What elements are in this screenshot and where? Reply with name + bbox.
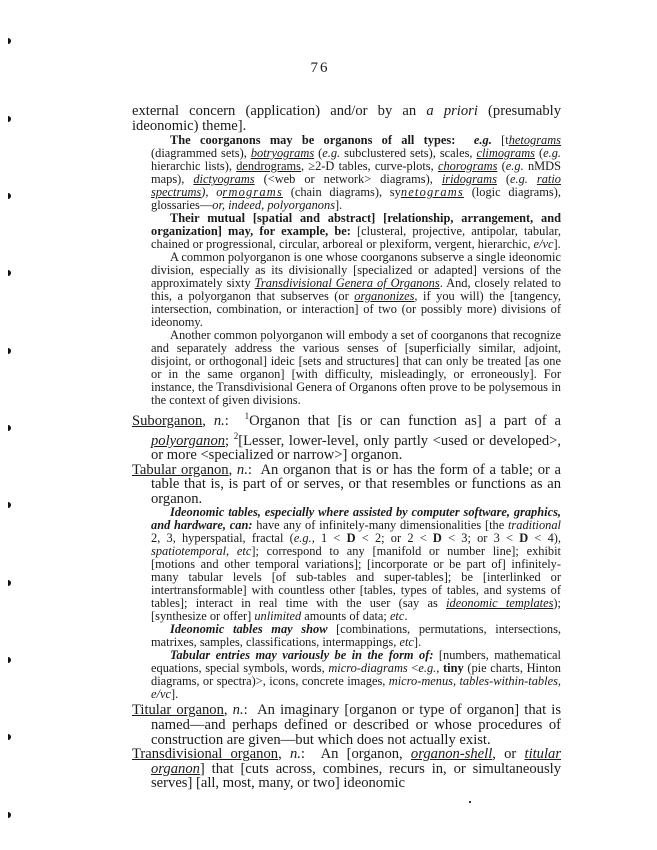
link-chorograms[interactable]: chorograms [437,159,498,174]
punch-mark [8,116,11,122]
punch-mark [8,502,11,508]
entry-transdivisional-organon: Transdivisional organon, n.: An [organon, organon-shell, or titular organon] that [cuts across, combines, recurs in, or simultaneously serves] [all, most, many, or two] ideonomic [132,746,562,792]
link-organon-shell[interactable]: organon-shell [410,746,493,763]
punch-mark [8,348,11,354]
punch-mark [8,38,11,44]
link-thetograms[interactable]: hetograms [508,133,562,148]
link-botryograms[interactable]: botryograms [250,146,315,161]
tables-show-paragraph: Ideonomic tables may show [combinations, permutations, intersections, matrixes, samples, classifications, intermappings, etc]. [151,622,562,650]
headword: Suborganon [132,413,203,430]
link-titular-organon[interactable]: titular organon [151,746,562,777]
link-climograms[interactable]: climograms [476,146,535,161]
punch-mark [8,425,11,431]
tabular-entries-paragraph: Tabular entries may variously be in the form of: [numbers, mathematical equations, special symbols, words, micro-diagrams <e.g., tiny (pie charts, Hinton diagrams, or spectra)>, icons, concrete images, micro-menus, tables-within-tables, e/vc]. [151,648,561,702]
punch-mark [8,657,11,663]
link-transdivisional-genera[interactable]: Transdivisional Genera of Organons [254,276,440,291]
entry-titular-organon: Titular organon, n.: An imaginary [organon or type of organon] that is named—and perhaps defined or described or whose procedures of construction are given—but which does not actually exist. [132,702,562,748]
headword: Tabular organon [132,461,229,478]
link-organonizes[interactable]: organonizes [354,289,415,304]
page-number: 76 [310,60,330,76]
punch-mark [8,580,11,586]
scan-speck [469,801,471,803]
link-dendrograms[interactable]: dendrograms [236,159,301,174]
punch-mark [8,270,11,276]
punch-mark [8,812,11,818]
link-polyorganon[interactable]: polyorganon [151,432,226,449]
link-ratio-spectrums[interactable]: ratio spectrums [151,172,561,200]
intro-continuation: external concern (application) and/or by an a priori (presumably ideonomic) theme]. [132,103,561,134]
mutual-paragraph: Their mutual [spatial and abstract] [relationship, arrangement, and organization] may, for example, be: [clusteral, projective, antipolar, tabular, chained or progressional, circular, arboreal or plexiform, vergent, hierarchic, e/vc]. [151,211,561,252]
headword: Titular organon [132,702,224,719]
link-ideonomic-templates[interactable]: ideonomic templates [446,596,554,611]
link-iridograms[interactable]: iridograms [441,172,497,187]
headword: Transdivisional organon [132,746,279,763]
link-synetograms[interactable]: netograms [400,185,464,200]
common-polyorganon-paragraph: A common polyorganon is one whose coorganons subserve a single ideonomic division, especially as its divisionally [specialized or adapted] versions of the approximately sixty Transdivisional Genera of Organons. And, closely related to this, a polyorganon that subserves (or organonizes, if you will) the [tangency, intersection, combination, or interaction] of two (or possibly more) divisions of ideonomy. [151,250,562,330]
page-body [132,104,561,791]
coorganons-paragraph: The coorganons may be organons of all types: e.g. [thetograms (diagrammed sets), botryograms (e.g. subclustered sets), scales, climograms (e.g. hierarchic lists), dendrograms, ≥2-D tables, curve-plots, chorograms (e.g. nMDS maps), dictyograms (<web or network> diagrams), iridograms (e.g. ratio spectrums), ormograms (chain diagrams), synetograms (logic diagrams), glossaries—or, indeed, polyorganons]. [151,133,562,213]
punch-mark [8,193,11,199]
link-dictyograms[interactable]: dictyograms [193,172,255,187]
punch-mark [8,734,11,740]
another-polyorganon-paragraph: Another common polyorganon will embody a set of coorganons that recognize and separately address the various senses of [superficially similar, adjoint, disjoint, or orthogonal] ideic [sets and structures] that can only be treated [as one or in the same organon] [with difficulty, misleadingly, or erroneously]. For instance, the Transdivisional Genera of Organons often prove to be polysemous in the context of given divisions. [151,328,561,408]
tables-can-paragraph: Ideonomic tables, especially where assisted by computer software, graphics, and hardware, can: have any of infinitely-many dimensionalities [the traditional 2, 3, hyperspatial, fractal (e.g., 1 < D < 2; or 2 < D < 3; or 3 < D < 4), spatiotemporal, etc]; correspond to any [manifold or number line]; exhibit [motions and other temporal variations]; [incorporate or be part of] infinitely-many tabular levels [of sub-tables and super-tables]; be [interlinked or intertransformable] with countless other [tables, types of tables, and systems of tables]; interact in real time with the user (say as ideonomic templates); [synthesize or offer] unlimited amounts of data; etc. [151,505,562,624]
entry-suborganon: Suborganon, n.: $^1$Organon that [is or can function as] a part of a polyorganon; $^2$[Lesser, lower-level, only partly <used or developed>, or more <specialized or narrow>] organon. [132,411,561,464]
link-ormograms[interactable]: rmograms [222,185,283,200]
entry-tabular-organon: Tabular organon, n.: An organon that is or has the form of a table; or a table that is, is part of or serves, or that resembles or functions as an organon. [132,461,561,507]
